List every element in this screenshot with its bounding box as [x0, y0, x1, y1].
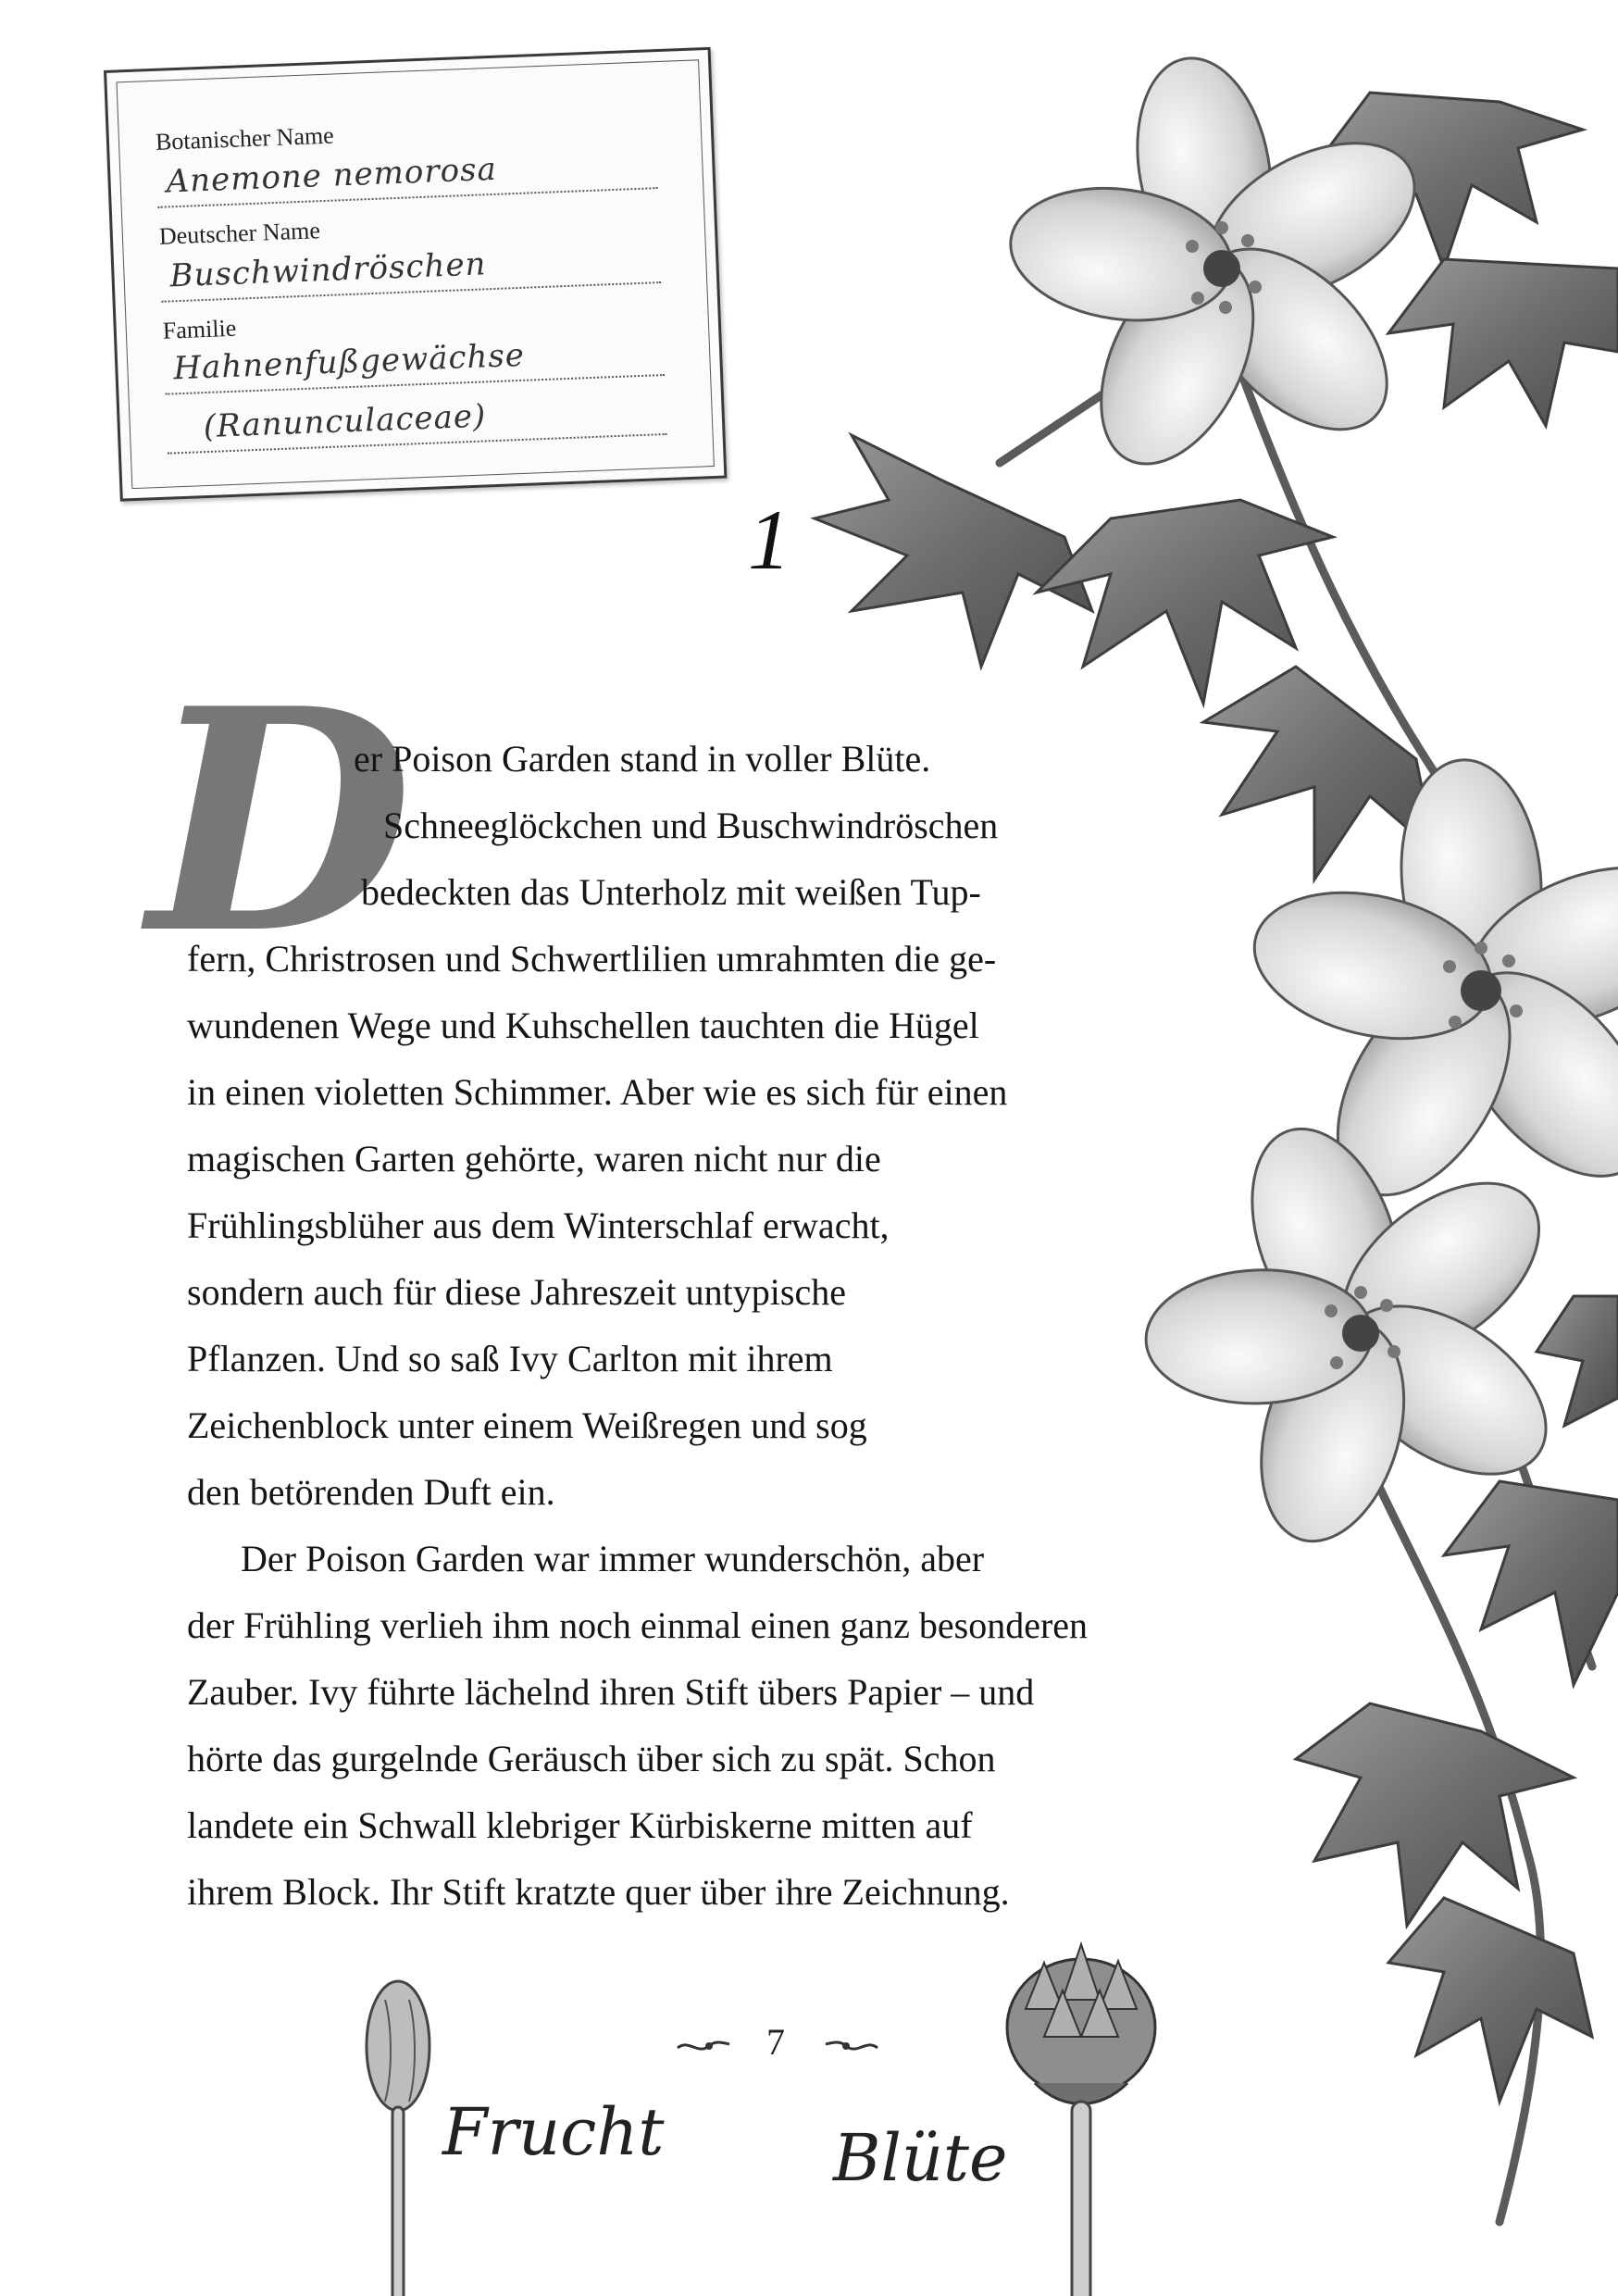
text-line: wundenen Wege und Kuhschellen tauchten die Hügel	[187, 1004, 979, 1046]
chapter-number: 1	[748, 493, 790, 587]
text-line: Zeichenblock unter einem Weißregen und sog	[187, 1404, 867, 1446]
flourish-icon	[676, 2031, 731, 2059]
text-line: er Poison Garden stand in voller Blüte.	[354, 738, 931, 780]
text-line: Zauber. Ivy führte lächelnd ihren Stift übers Papier – und	[187, 1671, 1035, 1713]
flourish-icon	[824, 2031, 879, 2059]
text-line: Frühlingsblüher aus dem Winterschlaf erwacht,	[187, 1204, 890, 1246]
text-line: den betörenden Duft ein.	[187, 1471, 555, 1513]
text-line: sondern auch für diese Jahreszeit untypische	[187, 1271, 846, 1313]
text-line: landete ein Schwall klebriger Kürbiskerne mitten auf	[187, 1804, 973, 1846]
botanical-label-card	[104, 47, 727, 502]
family-latin-value: (Ranunculaceae)	[203, 397, 487, 446]
botanical-name-value: Anemone nemorosa	[165, 150, 498, 201]
page-number: 7	[766, 2021, 785, 2063]
family-caption: Familie	[162, 314, 237, 344]
drop-cap: D	[148, 642, 414, 1001]
caption-blossom: Blüte	[833, 2120, 1008, 2196]
page-folio	[676, 2022, 898, 2068]
german-name-caption: Deutscher Name	[158, 217, 321, 250]
german-name-value: Buschwindröschen	[168, 245, 488, 295]
seed-pod-icon	[367, 1981, 429, 2296]
caption-fruit: Frucht	[442, 2094, 665, 2170]
text-line: hörte das gurgelnde Geräusch über sich zu spät. Schon	[187, 1738, 996, 1779]
text-line: in einen violetten Schimmer. Aber wie es sich für einen	[187, 1071, 1008, 1113]
family-value: Hahnenfußgewächse	[172, 336, 526, 388]
text-line: Schneeglöckchen und Buschwindröschen	[383, 805, 999, 846]
text-line: Der Poison Garden war immer wunderschön, aber	[241, 1538, 985, 1579]
text-line: fern, Christrosen und Schwertlilien umrahmten die ge-	[187, 938, 997, 980]
botanical-name-caption: Botanischer Name	[155, 121, 335, 156]
text-line: bedeckten das Unterholz mit weißen Tup-	[361, 871, 981, 913]
text-line: ihrem Block. Ihr Stift kratzte quer über ihre Zeichnung.	[187, 1871, 1010, 1913]
text-line: der Frühling verlieh ihm noch einmal einen ganz besonderen	[187, 1604, 1089, 1646]
text-line: magischen Garten gehörte, waren nicht nur die	[187, 1138, 881, 1179]
text-line: Pflanzen. Und so saß Ivy Carlton mit ihrem	[187, 1338, 833, 1379]
flower-bud-icon	[1007, 1944, 1155, 2296]
